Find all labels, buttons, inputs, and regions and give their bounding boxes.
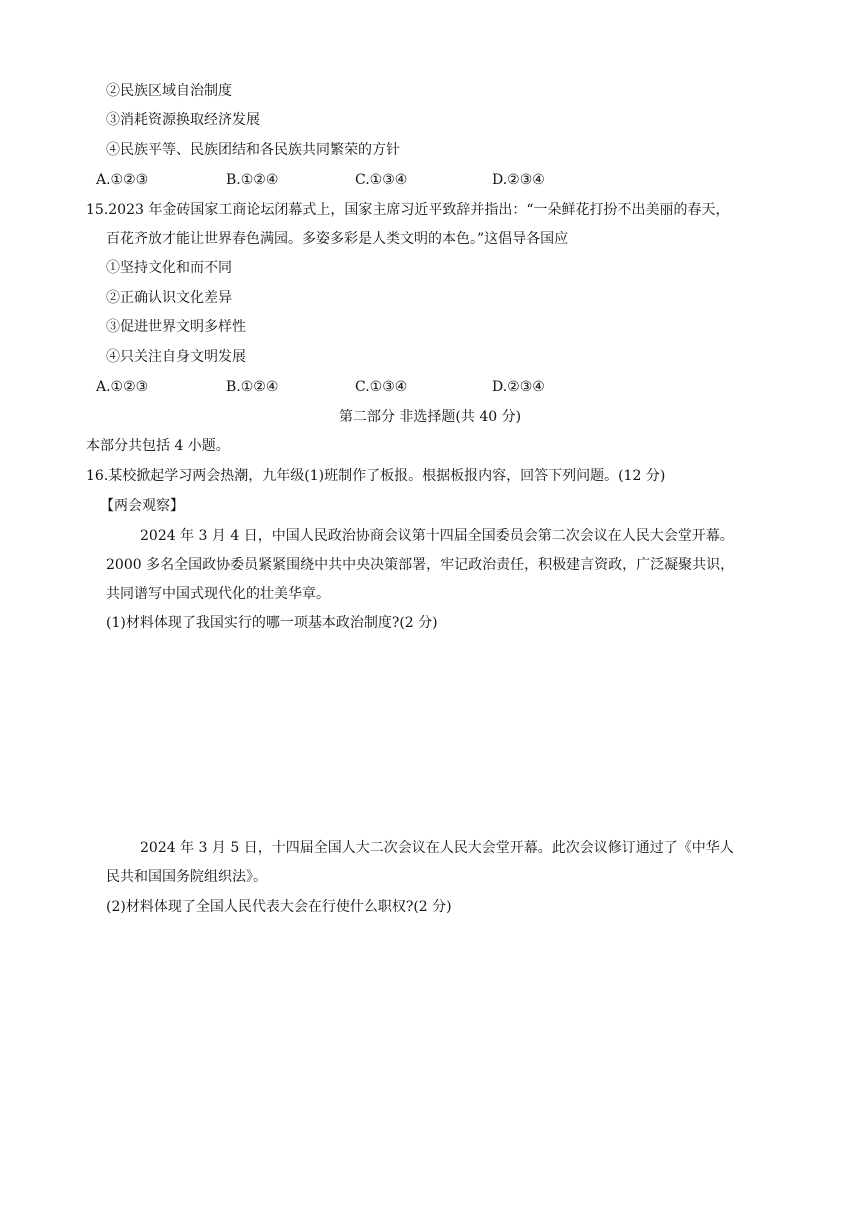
q15-item-4: ④只关注自身文明发展 bbox=[106, 349, 246, 365]
q14-option-a: A.①②③ bbox=[96, 172, 149, 188]
q15-item-3: ③促进世界文明多样性 bbox=[106, 319, 246, 335]
q15-item-2: ②正确认识文化差异 bbox=[106, 290, 232, 306]
part2-note: 本部分共包括 4 小题。 bbox=[86, 438, 230, 454]
q16-sub-question-1: (1)材料体现了我国实行的哪一项基本政治制度?(2 分) bbox=[106, 615, 438, 631]
q14-option-b: B.①②④ bbox=[226, 172, 279, 188]
q15-option-d: D.②③④ bbox=[492, 379, 545, 395]
q16-material-1-line-3: 共同谱写中国式现代化的壮美华章。 bbox=[106, 586, 330, 602]
q15-option-b: B.①②④ bbox=[226, 379, 279, 395]
part2-heading: 第二部分 非选择题(共 40 分) bbox=[338, 409, 522, 425]
q14-item-3: ③消耗资源换取经济发展 bbox=[106, 112, 260, 128]
q14-item-4: ④民族平等、民族团结和各民族共同繁荣的方针 bbox=[106, 142, 400, 158]
q15-option-c: C.①③④ bbox=[355, 379, 408, 395]
q16-material-2-line-1: 2024 年 3 月 5 日，十四届全国人大二次会议在人民大会堂开幕。此次会议修订通过了《中华人 bbox=[140, 840, 734, 856]
q15-item-1: ①坚持文化和而不同 bbox=[106, 260, 232, 276]
q16-material-2-line-2: 民共和国国务院组织法》。 bbox=[106, 869, 267, 885]
q15-stem-line-1: 15.2023 年金砖国家工商论坛闭幕式上，国家主席习近平致辞并指出：“一朵鲜花打扮不出美丽的春天， bbox=[86, 202, 730, 218]
q16-sub-question-2: (2)材料体现了全国人民代表大会在行使什么职权?(2 分) bbox=[106, 899, 452, 915]
q15-stem-line-2: 百花齐放才能让世界春色满园。多姿多彩是人类文明的本色。”这倡导各国应 bbox=[106, 231, 569, 247]
q15-option-a: A.①②③ bbox=[96, 379, 149, 395]
q16-material-1-line-2: 2000 多名全国政协委员紧紧围绕中共中央决策部署，牢记政治责任，积极建言资政，广泛凝聚共识， bbox=[106, 557, 735, 573]
q16-section-title: 【两会观察】 bbox=[100, 498, 184, 514]
q14-item-2: ②民族区域自治制度 bbox=[106, 83, 232, 99]
q14-option-c: C.①③④ bbox=[355, 172, 408, 188]
q14-option-d: D.②③④ bbox=[492, 172, 545, 188]
q16-material-1-line-1: 2024 年 3 月 4 日，中国人民政治协商会议第十四届全国委员会第二次会议在人民大会堂开幕。 bbox=[140, 528, 734, 544]
q16-stem: 16.某校掀起学习两会热潮，九年级(1)班制作了板报。根据板报内容，回答下列问题。(12 分) bbox=[86, 468, 666, 484]
q15-options bbox=[96, 380, 796, 398]
q14-options bbox=[96, 173, 796, 191]
